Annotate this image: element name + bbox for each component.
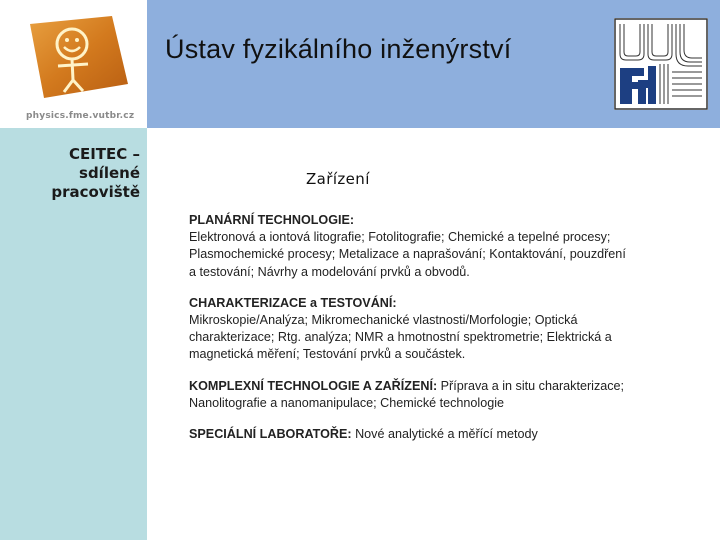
content-block-characterization (189, 295, 629, 364)
block-text: Mikroskopie/Analýza; Mikromechanické vlastnosti/Morfologie; Optická charakterizace; Rtg. analýza; NMR a hmotnostní spektrometrie; Elektrická a magnetická měření; Testování prvků a součástek. (189, 313, 612, 362)
logo-url-text: physics.fme.vutbr.cz (26, 111, 135, 121)
sidebar-heading-line: sdílené (79, 164, 140, 182)
sidebar-heading (6, 145, 140, 202)
logo-area (0, 0, 147, 128)
block-text: Příprava a in situ charakterizace; Nanolitografie a nanomanipulace; Chemické technologie (189, 378, 625, 410)
smiley-logo-icon (26, 14, 132, 100)
section-title: Zařízení (306, 170, 370, 188)
block-text: Elektronová a iontová litografie; Fotolitografie; Chemické a tepelné procesy; Plasmochemické procesy; Metalizace a naprašování; Kontaktování, pouzdření a testování; Návrhy a modelování prvků a obvodů. (189, 230, 626, 279)
content-block-complex (189, 378, 629, 412)
fsi-logo-icon (614, 18, 708, 110)
page-title: Ústav fyzikálního inženýrství (165, 34, 512, 64)
sidebar-heading-line: CEITEC – (68, 145, 140, 163)
block-label: PLANÁRNÍ TECHNOLOGIE: (189, 213, 355, 227)
content-area (189, 212, 629, 457)
block-label: KOMPLEXNÍ TECHNOLOGIE A ZAŘÍZENÍ: (189, 378, 438, 393)
content-block-planar (189, 212, 629, 281)
block-label: SPECIÁLNÍ LABORATOŘE: (189, 427, 352, 442)
sidebar-heading-line: pracoviště (51, 183, 140, 201)
content-block-special (189, 426, 629, 443)
block-label: CHARAKTERIZACE a TESTOVÁNÍ: (189, 295, 397, 310)
block-text: Nové analytické a měřící metody (355, 427, 538, 442)
